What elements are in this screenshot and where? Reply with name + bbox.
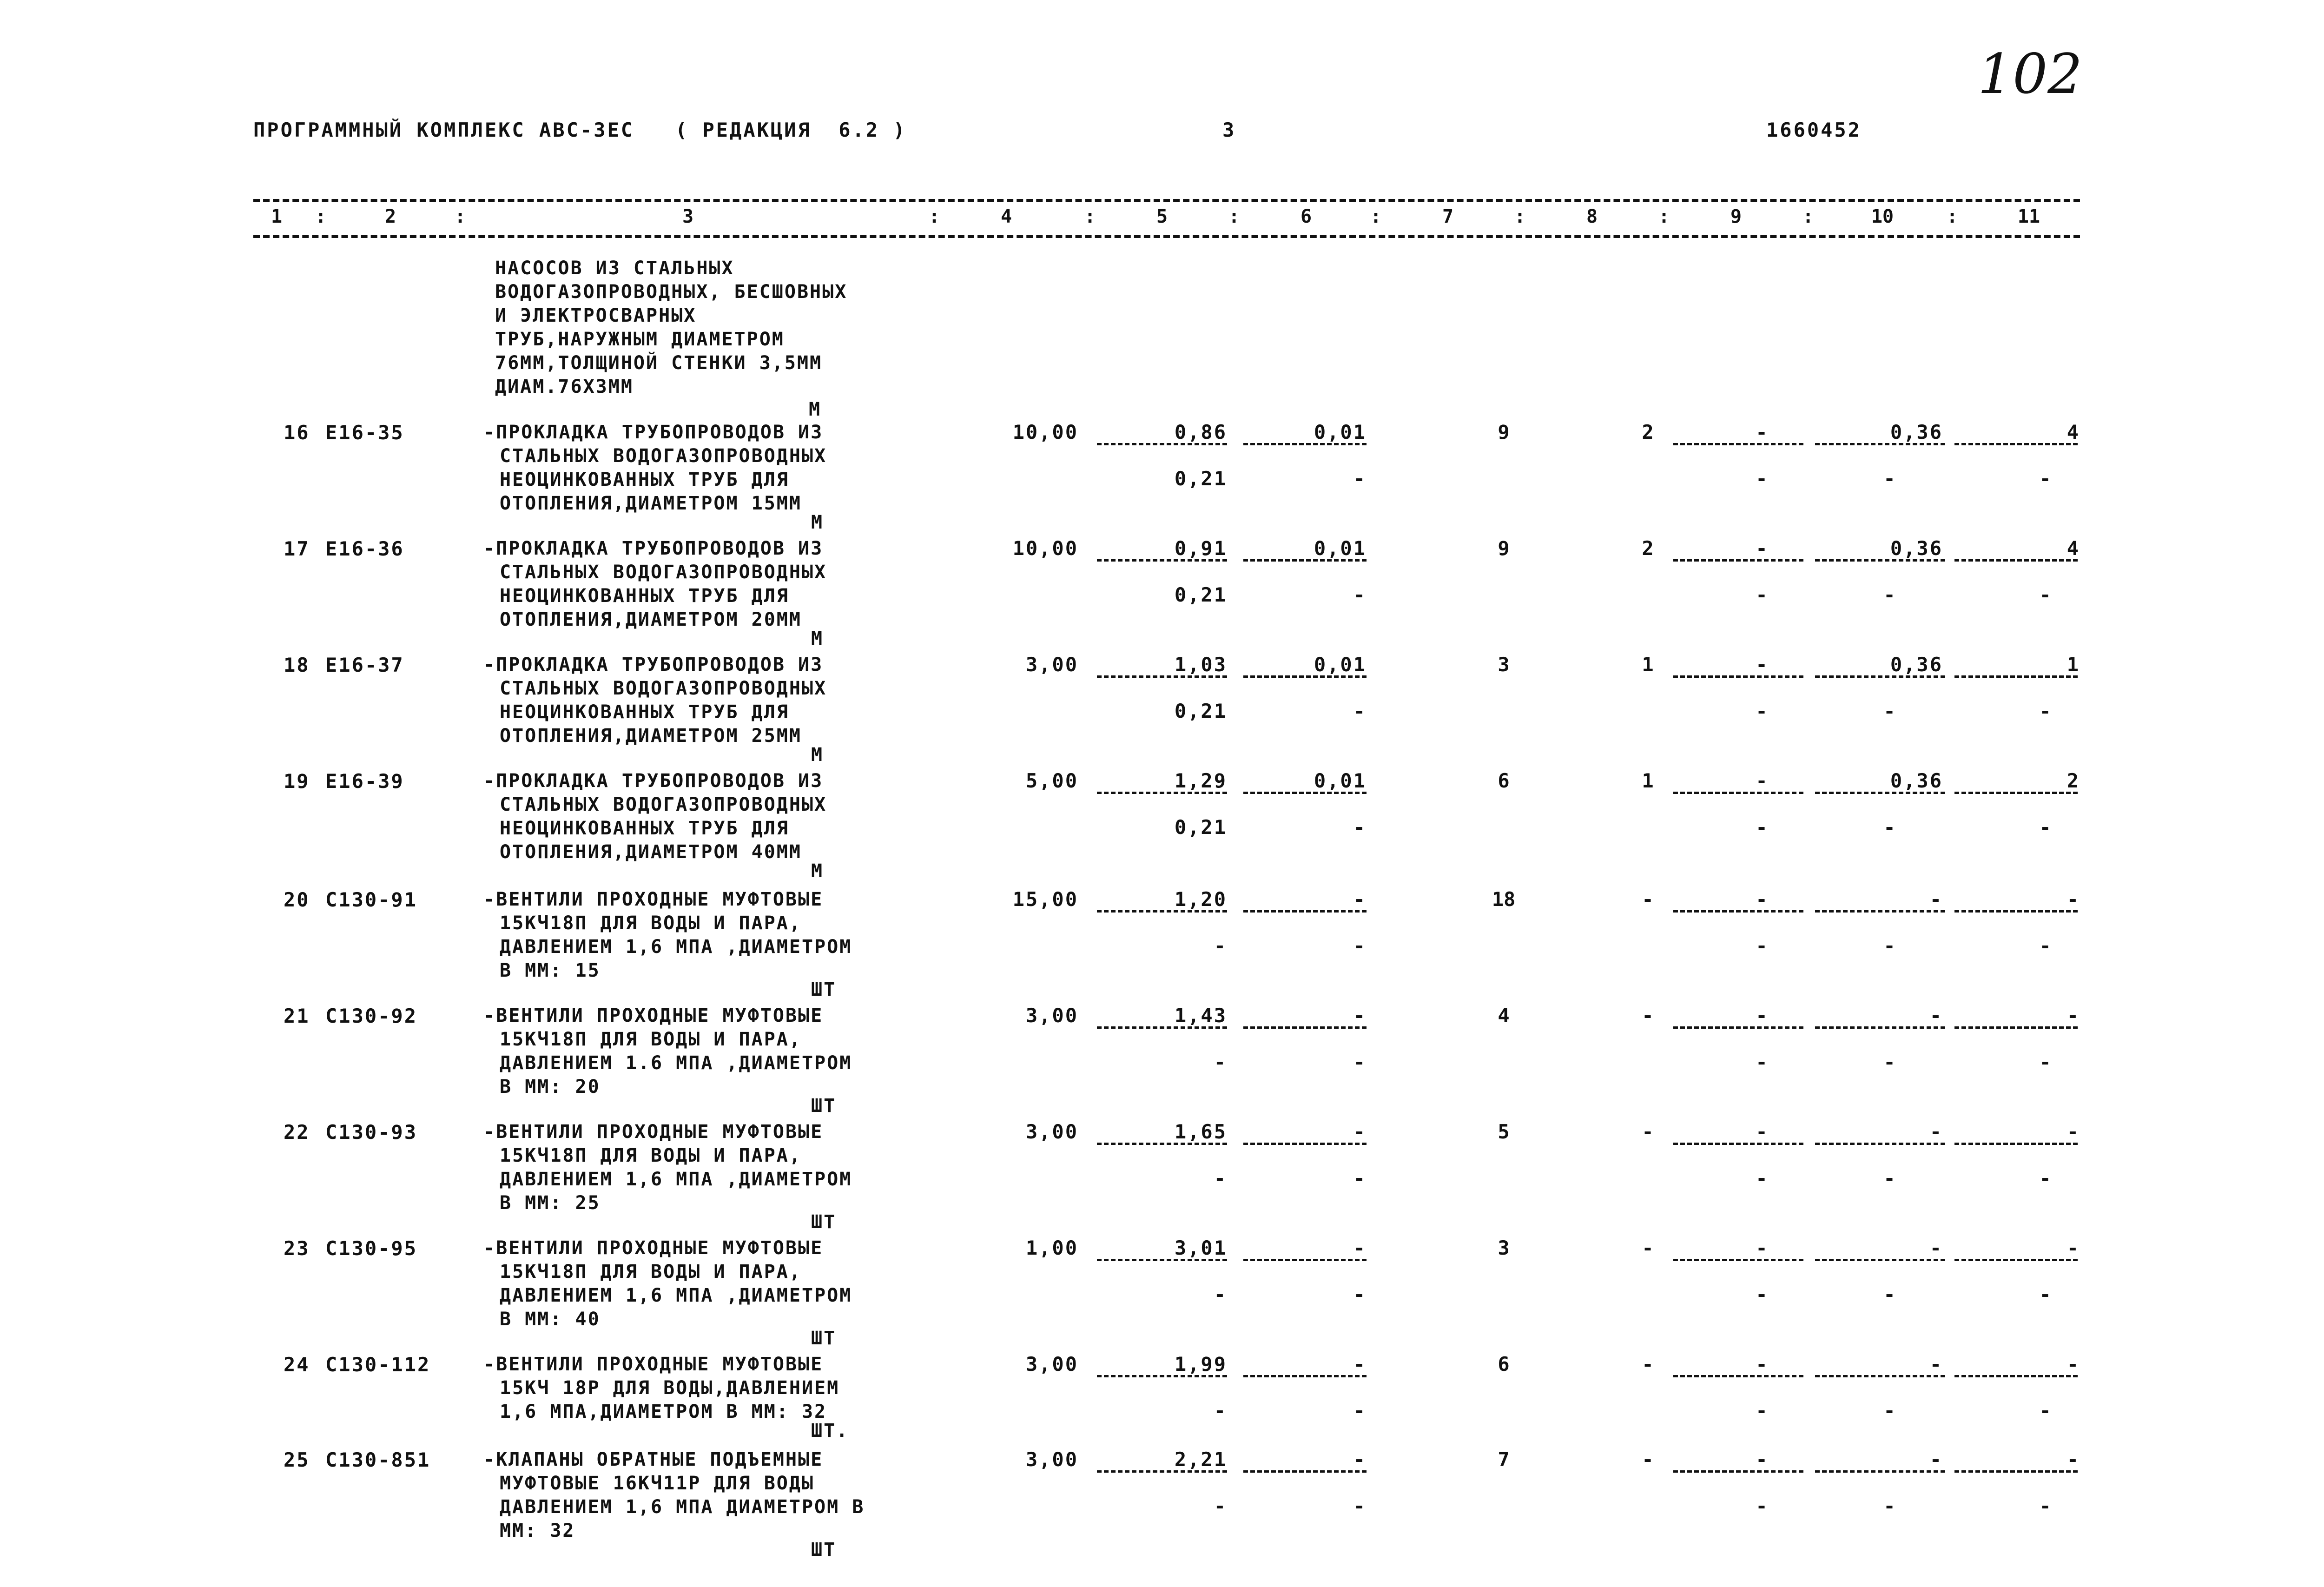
fraction-line bbox=[1954, 910, 2078, 913]
machine-wage-value: - bbox=[1353, 700, 1367, 722]
fraction-line bbox=[1243, 1259, 1367, 1261]
labor-cost-value: 0,36 bbox=[1890, 653, 1943, 676]
row-number: 17 bbox=[284, 537, 310, 560]
page-number: 3 bbox=[1222, 119, 1236, 141]
quantity-value: 3,00 bbox=[1025, 653, 1078, 676]
intro-unit: М bbox=[809, 399, 822, 420]
labor-total-value: 1 bbox=[2067, 653, 2080, 676]
intro-line: И ЭЛЕКТРОСВАРНЫХ bbox=[495, 305, 697, 326]
fraction-line bbox=[1815, 443, 1945, 445]
labor-cost-value: - bbox=[1929, 888, 1943, 911]
labor-total-lower-value: - bbox=[2039, 700, 2051, 722]
fraction-line bbox=[1097, 675, 1227, 678]
fraction-line bbox=[1673, 910, 1803, 913]
unit-cost-value: 0,91 bbox=[1174, 537, 1227, 560]
labor-cost-value: - bbox=[1929, 1120, 1943, 1143]
machine-wage-value: - bbox=[1353, 1167, 1367, 1190]
labor-total-value: 2 bbox=[2067, 769, 2080, 792]
labor-cost-value: 0,36 bbox=[1890, 537, 1943, 560]
column-9-lower-value: - bbox=[1756, 1167, 1768, 1190]
quantity-value: 3,00 bbox=[1025, 1353, 1078, 1375]
total-cost-value: 4 bbox=[1498, 1004, 1510, 1027]
unit-of-measure: М bbox=[811, 860, 824, 882]
work-description-line: -ВЕНТИЛИ ПРОХОДНЫЕ МУФТОВЫЕ bbox=[483, 1354, 824, 1375]
labor-cost-lower-value: - bbox=[1883, 1283, 1895, 1306]
column-separator: : bbox=[1946, 206, 1958, 227]
wage-total-value: 2 bbox=[1642, 421, 1654, 443]
labor-cost-lower-value: - bbox=[1883, 700, 1895, 722]
fraction-line bbox=[1815, 1259, 1945, 1261]
fraction-line bbox=[1673, 559, 1803, 562]
machine-wage-value: - bbox=[1353, 1494, 1367, 1517]
wage-total-value: - bbox=[1642, 1004, 1654, 1027]
intro-line: ТРУБ,НАРУЖНЫМ ДИАМЕТРОМ bbox=[495, 329, 785, 350]
wage-total-value: - bbox=[1642, 1120, 1654, 1143]
fraction-line bbox=[1954, 1259, 2078, 1261]
work-description-line: НЕОЦИНКОВАННЫХ ТРУБ ДЛЯ bbox=[500, 585, 789, 607]
total-cost-value: 3 bbox=[1498, 1237, 1510, 1259]
unit-cost-value: 1,65 bbox=[1174, 1120, 1227, 1143]
resource-code: С130-91 bbox=[325, 888, 418, 911]
labor-cost-value: 0,36 bbox=[1890, 421, 1943, 443]
work-description-line: 15КЧ18П ДЛЯ ВОДЫ И ПАРА, bbox=[500, 1145, 802, 1166]
work-description-line: -ПРОКЛАДКА ТРУБОПРОВОДОВ ИЗ bbox=[483, 770, 824, 792]
column-9-value: - bbox=[1756, 1237, 1768, 1259]
column-9-lower-value: - bbox=[1756, 583, 1768, 606]
column-9-value: - bbox=[1756, 769, 1768, 792]
fraction-line bbox=[1815, 1143, 1945, 1145]
column-separator: : bbox=[1658, 206, 1670, 227]
quantity-value: 3,00 bbox=[1025, 1004, 1078, 1027]
work-description-line: СТАЛЬНЫХ ВОДОГАЗОПРОВОДНЫХ bbox=[500, 445, 827, 467]
work-description-line: В ММ: 40 bbox=[500, 1309, 601, 1330]
fraction-line bbox=[1097, 559, 1227, 562]
row-number: 16 bbox=[284, 421, 310, 444]
wage-total-value: - bbox=[1642, 1237, 1654, 1259]
labor-cost-lower-value: - bbox=[1883, 934, 1895, 957]
work-description-line: ОТОПЛЕНИЯ,ДИАМЕТРОМ 40ММ bbox=[500, 841, 802, 863]
fraction-line bbox=[1954, 1026, 2078, 1029]
fraction-line bbox=[1815, 1026, 1945, 1029]
column-header-4: 4 bbox=[1000, 206, 1012, 227]
work-description-line: ОТОПЛЕНИЯ,ДИАМЕТРОМ 20ММ bbox=[500, 609, 802, 630]
labor-total-value: - bbox=[2067, 888, 2080, 911]
column-9-value: - bbox=[1756, 1448, 1768, 1471]
resource-code: С130-92 bbox=[325, 1005, 418, 1027]
column-header-6: 6 bbox=[1300, 206, 1312, 227]
row-number: 23 bbox=[284, 1237, 310, 1260]
resource-code: С130-851 bbox=[325, 1448, 431, 1471]
quantity-value: 5,00 bbox=[1025, 769, 1078, 792]
work-description-line: ДАВЛЕНИЕМ 1.6 МПА ,ДИАМЕТРОМ bbox=[500, 1052, 852, 1074]
unit-cost-wage-value: - bbox=[1214, 1399, 1227, 1422]
labor-total-lower-value: - bbox=[2039, 1494, 2051, 1517]
labor-cost-lower-value: - bbox=[1883, 1399, 1895, 1422]
total-cost-value: 9 bbox=[1498, 421, 1510, 443]
unit-cost-wage-value: 0,21 bbox=[1174, 583, 1227, 606]
fraction-line bbox=[1673, 1470, 1803, 1473]
unit-cost-wage-value: 0,21 bbox=[1174, 467, 1227, 490]
machine-wage-value: - bbox=[1353, 1399, 1367, 1422]
work-description-line: В ММ: 25 bbox=[500, 1192, 601, 1214]
machine-wage-value: - bbox=[1353, 467, 1367, 490]
document-id: 1660452 bbox=[1766, 119, 1862, 141]
fraction-line bbox=[1815, 1375, 1945, 1377]
fraction-line bbox=[1243, 792, 1367, 794]
labor-total-lower-value: - bbox=[2039, 934, 2051, 957]
labor-total-lower-value: - bbox=[2039, 1167, 2051, 1190]
work-description-line: В ММ: 15 bbox=[500, 960, 601, 981]
handwritten-page-number: 102 bbox=[1978, 42, 2083, 106]
intro-line: ВОДОГАЗОПРОВОДНЫХ, БЕСШОВНЫХ bbox=[495, 281, 848, 303]
quantity-value: 15,00 bbox=[1012, 888, 1078, 911]
wage-total-value: - bbox=[1642, 1448, 1654, 1471]
work-description-line: ММ: 32 bbox=[500, 1520, 575, 1541]
labor-total-value: - bbox=[2067, 1120, 2080, 1143]
fraction-line bbox=[1815, 792, 1945, 794]
labor-total-value: - bbox=[2067, 1353, 2080, 1375]
unit-cost-value: 1,29 bbox=[1174, 769, 1227, 792]
work-description-line: 15КЧ18П ДЛЯ ВОДЫ И ПАРА, bbox=[500, 913, 802, 934]
column-9-lower-value: - bbox=[1756, 1399, 1768, 1422]
work-description-line: В ММ: 20 bbox=[500, 1076, 601, 1098]
column-separator: : bbox=[1514, 206, 1526, 227]
fraction-line bbox=[1243, 1470, 1367, 1473]
column-9-lower-value: - bbox=[1756, 467, 1768, 490]
fraction-line bbox=[1954, 1143, 2078, 1145]
machine-cost-value: - bbox=[1353, 1353, 1367, 1375]
labor-cost-lower-value: - bbox=[1883, 583, 1895, 606]
total-cost-value: 9 bbox=[1498, 537, 1510, 560]
unit-cost-value: 0,86 bbox=[1174, 421, 1227, 443]
work-description-line: НЕОЦИНКОВАННЫХ ТРУБ ДЛЯ bbox=[500, 701, 789, 723]
resource-code: Е16-37 bbox=[325, 654, 404, 676]
work-description-line: НЕОЦИНКОВАННЫХ ТРУБ ДЛЯ bbox=[500, 469, 789, 490]
work-description-line: НЕОЦИНКОВАННЫХ ТРУБ ДЛЯ bbox=[500, 818, 789, 839]
work-description-line: 15КЧ18П ДЛЯ ВОДЫ И ПАРА, bbox=[500, 1029, 802, 1050]
labor-total-value: 4 bbox=[2067, 421, 2080, 443]
column-separator: : bbox=[928, 206, 940, 227]
fraction-line bbox=[1673, 1259, 1803, 1261]
fraction-line bbox=[1954, 1470, 2078, 1473]
column-9-value: - bbox=[1756, 1004, 1768, 1027]
labor-cost-lower-value: - bbox=[1883, 467, 1895, 490]
labor-total-value: 4 bbox=[2067, 537, 2080, 560]
work-description-line: СТАЛЬНЫХ ВОДОГАЗОПРОВОДНЫХ bbox=[500, 562, 827, 583]
total-cost-value: 3 bbox=[1498, 653, 1510, 676]
quantity-value: 1,00 bbox=[1025, 1237, 1078, 1259]
work-description-line: СТАЛЬНЫХ ВОДОГАЗОПРОВОДНЫХ bbox=[500, 678, 827, 699]
fraction-line bbox=[1243, 1375, 1367, 1377]
intro-line: НАСОСОВ ИЗ СТАЛЬНЫХ bbox=[495, 258, 734, 279]
work-description-line: 15КЧ18П ДЛЯ ВОДЫ И ПАРА, bbox=[500, 1261, 802, 1283]
labor-total-lower-value: - bbox=[2039, 1283, 2051, 1306]
column-header-3: 3 bbox=[682, 206, 694, 227]
total-cost-value: 6 bbox=[1498, 1353, 1510, 1375]
unit-cost-wage-value: - bbox=[1214, 1051, 1227, 1073]
fraction-line bbox=[1243, 910, 1367, 913]
wage-total-value: - bbox=[1642, 1353, 1654, 1375]
work-description-line: ДАВЛЕНИЕМ 1,6 МПА ,ДИАМЕТРОМ bbox=[500, 936, 852, 958]
labor-total-lower-value: - bbox=[2039, 1399, 2051, 1422]
work-description-line: МУФТОВЫЕ 16КЧ11Р ДЛЯ ВОДЫ bbox=[500, 1473, 815, 1494]
labor-total-value: - bbox=[2067, 1448, 2080, 1471]
total-cost-value: 5 bbox=[1498, 1120, 1510, 1143]
unit-of-measure: М bbox=[811, 512, 824, 533]
work-description-line: -ПРОКЛАДКА ТРУБОПРОВОДОВ ИЗ bbox=[483, 538, 824, 559]
column-separator: : bbox=[315, 206, 327, 227]
resource-code: Е16-35 bbox=[325, 421, 404, 444]
wage-total-value: 2 bbox=[1642, 537, 1654, 560]
total-cost-value: 18 bbox=[1492, 888, 1516, 911]
fraction-line bbox=[1673, 1375, 1803, 1377]
fraction-line bbox=[1815, 1470, 1945, 1473]
column-9-lower-value: - bbox=[1756, 1051, 1768, 1073]
fraction-line bbox=[1815, 675, 1945, 678]
work-description-line: -КЛАПАНЫ ОБРАТНЫЕ ПОДЪЕМНЫЕ bbox=[483, 1449, 824, 1470]
machine-cost-value: 0,01 bbox=[1314, 653, 1367, 676]
fraction-line bbox=[1243, 443, 1367, 445]
column-separator: : bbox=[1370, 206, 1382, 227]
wage-total-value: 1 bbox=[1642, 653, 1654, 676]
work-description-line: СТАЛЬНЫХ ВОДОГАЗОПРОВОДНЫХ bbox=[500, 794, 827, 815]
column-9-value: - bbox=[1756, 537, 1768, 560]
unit-of-measure: ШТ. bbox=[811, 1420, 849, 1442]
labor-total-lower-value: - bbox=[2039, 467, 2051, 490]
quantity-value: 3,00 bbox=[1025, 1448, 1078, 1471]
resource-code: Е16-39 bbox=[325, 770, 404, 793]
labor-total-value: - bbox=[2067, 1004, 2080, 1027]
row-number: 20 bbox=[284, 888, 310, 911]
unit-of-measure: ШТ bbox=[811, 1539, 837, 1561]
column-separator: : bbox=[454, 206, 466, 227]
labor-total-value: - bbox=[2067, 1237, 2080, 1259]
fraction-line bbox=[1954, 792, 2078, 794]
fraction-line bbox=[1097, 1026, 1227, 1029]
work-description-line: 1,6 МПА,ДИАМЕТРОМ В ММ: 32 bbox=[500, 1401, 827, 1422]
resource-code: Е16-36 bbox=[325, 537, 404, 560]
column-9-lower-value: - bbox=[1756, 1283, 1768, 1306]
column-header-10: 10 bbox=[1871, 206, 1894, 227]
unit-of-measure: М bbox=[811, 628, 824, 649]
work-description-line: -ВЕНТИЛИ ПРОХОДНЫЕ МУФТОВЫЕ bbox=[483, 889, 824, 910]
unit-of-measure: ШТ bbox=[811, 1211, 837, 1233]
unit-cost-wage-value: - bbox=[1214, 1283, 1227, 1306]
machine-wage-value: - bbox=[1353, 934, 1367, 957]
fraction-line bbox=[1243, 559, 1367, 562]
header-top-rule bbox=[253, 199, 2080, 202]
fraction-line bbox=[1673, 1026, 1803, 1029]
column-header-9: 9 bbox=[1730, 206, 1742, 227]
unit-of-measure: ШТ bbox=[811, 979, 837, 1000]
fraction-line bbox=[1673, 443, 1803, 445]
column-separator: : bbox=[1802, 206, 1814, 227]
work-description-line: -ПРОКЛАДКА ТРУБОПРОВОДОВ ИЗ bbox=[483, 422, 824, 443]
work-description-line: -ВЕНТИЛИ ПРОХОДНЫЕ МУФТОВЫЕ bbox=[483, 1237, 824, 1259]
unit-cost-value: 1,99 bbox=[1174, 1353, 1227, 1375]
machine-wage-value: - bbox=[1353, 1051, 1367, 1073]
row-number: 19 bbox=[284, 770, 310, 793]
machine-cost-value: - bbox=[1353, 1448, 1367, 1471]
unit-cost-value: 1,43 bbox=[1174, 1004, 1227, 1027]
column-9-value: - bbox=[1756, 888, 1768, 911]
labor-total-lower-value: - bbox=[2039, 1051, 2051, 1073]
resource-code: С130-95 bbox=[325, 1237, 418, 1260]
fraction-line bbox=[1097, 1375, 1227, 1377]
column-9-lower-value: - bbox=[1756, 700, 1768, 722]
fraction-line bbox=[1243, 1026, 1367, 1029]
machine-wage-value: - bbox=[1353, 816, 1367, 839]
fraction-line bbox=[1673, 792, 1803, 794]
machine-cost-value: 0,01 bbox=[1314, 537, 1367, 560]
resource-code: С130-112 bbox=[325, 1353, 431, 1376]
labor-cost-value: 0,36 bbox=[1890, 769, 1943, 792]
row-number: 21 bbox=[284, 1005, 310, 1027]
unit-cost-wage-value: - bbox=[1214, 1167, 1227, 1190]
header-bottom-rule bbox=[253, 235, 2080, 238]
fraction-line bbox=[1954, 1375, 2078, 1377]
column-header-2: 2 bbox=[384, 206, 396, 227]
unit-cost-wage-value: - bbox=[1214, 1494, 1227, 1517]
machine-cost-value: - bbox=[1353, 1120, 1367, 1143]
fraction-line bbox=[1097, 1259, 1227, 1261]
column-9-value: - bbox=[1756, 1120, 1768, 1143]
machine-cost-value: 0,01 bbox=[1314, 769, 1367, 792]
machine-cost-value: - bbox=[1353, 1237, 1367, 1259]
fraction-line bbox=[1815, 559, 1945, 562]
unit-of-measure: М bbox=[811, 744, 824, 766]
quantity-value: 3,00 bbox=[1025, 1120, 1078, 1143]
machine-cost-value: - bbox=[1353, 1004, 1367, 1027]
labor-cost-value: - bbox=[1929, 1237, 1943, 1259]
fraction-line bbox=[1954, 675, 2078, 678]
machine-wage-value: - bbox=[1353, 583, 1367, 606]
unit-cost-wage-value: 0,21 bbox=[1174, 700, 1227, 722]
column-separator: : bbox=[1228, 206, 1240, 227]
row-number: 22 bbox=[284, 1121, 310, 1144]
fraction-line bbox=[1243, 675, 1367, 678]
fraction-line bbox=[1954, 559, 2078, 562]
intro-line: 76ММ,ТОЛЩИНОЙ СТЕНКИ 3,5ММ bbox=[495, 352, 823, 374]
column-9-lower-value: - bbox=[1756, 1494, 1768, 1517]
machine-cost-value: 0,01 bbox=[1314, 421, 1367, 443]
column-9-lower-value: - bbox=[1756, 816, 1768, 839]
column-separator: : bbox=[1084, 206, 1096, 227]
unit-cost-value: 3,01 bbox=[1174, 1237, 1227, 1259]
row-number: 24 bbox=[284, 1353, 310, 1376]
fraction-line bbox=[1097, 443, 1227, 445]
work-description-line: ОТОПЛЕНИЯ,ДИАМЕТРОМ 25ММ bbox=[500, 725, 802, 747]
unit-cost-wage-value: 0,21 bbox=[1174, 816, 1227, 839]
wage-total-value: 1 bbox=[1642, 769, 1654, 792]
unit-cost-value: 1,03 bbox=[1174, 653, 1227, 676]
unit-cost-wage-value: - bbox=[1214, 934, 1227, 957]
column-header-1: 1 bbox=[271, 206, 283, 227]
unit-cost-value: 2,21 bbox=[1174, 1448, 1227, 1471]
unit-of-measure: ШТ bbox=[811, 1095, 837, 1117]
column-9-value: - bbox=[1756, 421, 1768, 443]
labor-cost-value: - bbox=[1929, 1448, 1943, 1471]
fraction-line bbox=[1243, 1143, 1367, 1145]
fraction-line bbox=[1673, 1143, 1803, 1145]
work-description-line: ОТОПЛЕНИЯ,ДИАМЕТРОМ 15ММ bbox=[500, 493, 802, 514]
column-header-8: 8 bbox=[1586, 206, 1598, 227]
machine-wage-value: - bbox=[1353, 1283, 1367, 1306]
intro-line: ДИАМ.76Х3ММ bbox=[495, 376, 634, 397]
total-cost-value: 6 bbox=[1498, 769, 1510, 792]
wage-total-value: - bbox=[1642, 888, 1654, 911]
column-header-7: 7 bbox=[1442, 206, 1454, 227]
column-header-5: 5 bbox=[1156, 206, 1168, 227]
labor-total-lower-value: - bbox=[2039, 583, 2051, 606]
labor-cost-lower-value: - bbox=[1883, 816, 1895, 839]
work-description-line: ДАВЛЕНИЕМ 1,6 МПА ДИАМЕТРОМ В bbox=[500, 1496, 865, 1518]
machine-cost-value: - bbox=[1353, 888, 1367, 911]
fraction-line bbox=[1673, 675, 1803, 678]
work-description-line: 15КЧ 18Р ДЛЯ ВОДЫ,ДАВЛЕНИЕМ bbox=[500, 1377, 840, 1399]
unit-cost-value: 1,20 bbox=[1174, 888, 1227, 911]
row-number: 25 bbox=[284, 1448, 310, 1471]
total-cost-value: 7 bbox=[1498, 1448, 1510, 1471]
fraction-line bbox=[1954, 443, 2078, 445]
program-title: ПРОГРАММНЫЙ КОМПЛЕКС АВС-3ЕС ( РЕДАКЦИЯ 6.2 ) bbox=[253, 119, 907, 141]
fraction-line bbox=[1097, 1143, 1227, 1145]
fraction-line bbox=[1097, 1470, 1227, 1473]
fraction-line bbox=[1097, 910, 1227, 913]
column-9-value: - bbox=[1756, 1353, 1768, 1375]
unit-of-measure: ШТ bbox=[811, 1328, 837, 1349]
fraction-line bbox=[1097, 792, 1227, 794]
labor-cost-lower-value: - bbox=[1883, 1494, 1895, 1517]
quantity-value: 10,00 bbox=[1012, 537, 1078, 560]
labor-cost-lower-value: - bbox=[1883, 1167, 1895, 1190]
column-9-lower-value: - bbox=[1756, 934, 1768, 957]
quantity-value: 10,00 bbox=[1012, 421, 1078, 443]
fraction-line bbox=[1815, 910, 1945, 913]
row-number: 18 bbox=[284, 654, 310, 676]
work-description-line: ДАВЛЕНИЕМ 1,6 МПА ,ДИАМЕТРОМ bbox=[500, 1169, 852, 1190]
resource-code: С130-93 bbox=[325, 1121, 418, 1144]
work-description-line: -ВЕНТИЛИ ПРОХОДНЫЕ МУФТОВЫЕ bbox=[483, 1121, 824, 1143]
labor-cost-value: - bbox=[1929, 1353, 1943, 1375]
labor-cost-value: - bbox=[1929, 1004, 1943, 1027]
work-description-line: ДАВЛЕНИЕМ 1,6 МПА ,ДИАМЕТРОМ bbox=[500, 1285, 852, 1306]
labor-cost-lower-value: - bbox=[1883, 1051, 1895, 1073]
work-description-line: -ВЕНТИЛИ ПРОХОДНЫЕ МУФТОВЫЕ bbox=[483, 1005, 824, 1026]
column-9-value: - bbox=[1756, 653, 1768, 676]
column-header-11: 11 bbox=[2017, 206, 2040, 227]
labor-total-lower-value: - bbox=[2039, 816, 2051, 839]
work-description-line: -ПРОКЛАДКА ТРУБОПРОВОДОВ ИЗ bbox=[483, 654, 824, 675]
